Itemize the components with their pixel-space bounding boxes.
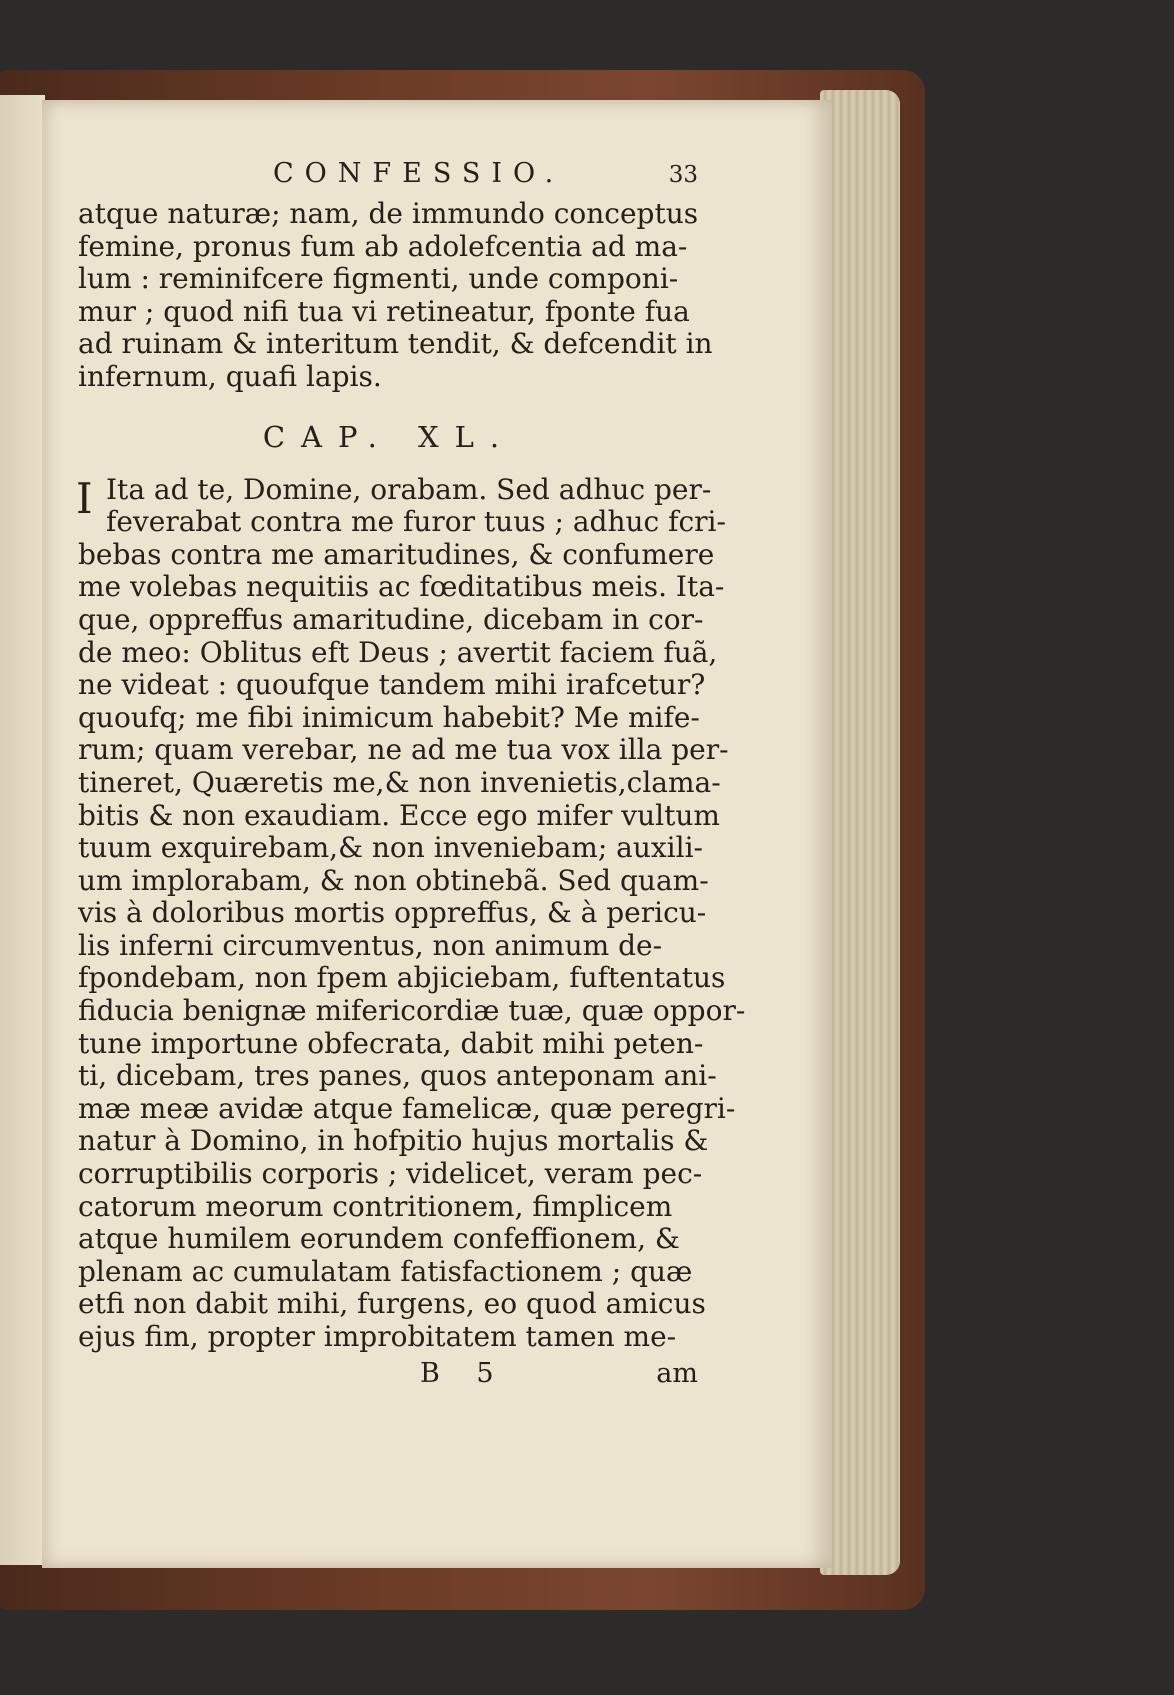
text-line: feverabat contra me furor tuus ; adhuc fcri- bbox=[106, 505, 726, 539]
paragraph-after bbox=[76, 472, 746, 1354]
left-page-edge bbox=[0, 95, 45, 1565]
text-line: fpondebam, non fpem abjiciebam, fuftentatus bbox=[78, 961, 726, 995]
text-line: ad ruinam & interitum tendit, & defcendit in bbox=[78, 327, 713, 361]
text-line: quoufq; me fibi inimicum habebit? Me mife- bbox=[78, 700, 700, 734]
text-line: fiducia benignæ mifericordiæ tuæ, quæ oppor- bbox=[78, 994, 746, 1028]
catchword: am bbox=[656, 1357, 698, 1389]
text-line: femine, pronus fum ab adolefcentia ad ma- bbox=[78, 229, 688, 263]
text-line: atque naturæ; nam, de immundo conceptus bbox=[78, 197, 699, 230]
text-line: infernum, quafi lapis. bbox=[78, 359, 382, 393]
text-line: um implorabam, & non obtinebã. Sed quam- bbox=[78, 863, 709, 897]
chapter-heading: CAP. XL. bbox=[262, 419, 516, 454]
text-line: ne videat : quoufque tandem mihi irafcetur? bbox=[78, 668, 706, 702]
text-line: tineret, Quæretis me,& non invenietis,clama- bbox=[78, 765, 721, 799]
page-number: 33 bbox=[668, 162, 698, 188]
text-line: I Ita ad te, Domine, orabam. Sed adhuc per- bbox=[76, 472, 712, 523]
text-line: ejus fim, propter improbitatem tamen me- bbox=[78, 1320, 677, 1353]
text-line: atque humilem eorundem confeffionem, & bbox=[78, 1222, 680, 1256]
paragraph-before bbox=[78, 197, 713, 394]
drop-cap: I bbox=[76, 473, 93, 523]
page-header bbox=[78, 158, 700, 198]
text-block bbox=[76, 158, 746, 1394]
text-line: rum; quam verebar, ne ad me tua vox illa per- bbox=[78, 733, 729, 767]
page-edges bbox=[820, 90, 900, 1575]
running-head: CONFESSIO. bbox=[273, 158, 565, 189]
text-line: vis à doloribus mortis oppreffus, & à pericu- bbox=[78, 896, 707, 930]
text-line: tune importune obfecrata, dabit mihi peten- bbox=[78, 1026, 704, 1060]
page-footer bbox=[78, 1358, 700, 1394]
text-line: bitis & non exaudiam. Ecce ego mifer vultum bbox=[78, 798, 720, 832]
text-line: mæ meæ avidæ atque famelicæ, quæ peregri- bbox=[78, 1091, 736, 1125]
text-line: mur ; quod nifi tua vi retineatur, fponte fua bbox=[78, 294, 690, 328]
text-line: plenam ac cumulatam fatisfactionem ; quæ bbox=[78, 1254, 693, 1288]
text-line: tuum exquirebam,& non inveniebam; auxili- bbox=[78, 831, 703, 865]
text-line: que, oppreffus amaritudine, dicebam in cor- bbox=[78, 602, 704, 636]
text-line: de meo: Oblitus eft Deus ; avertit faciem fuã, bbox=[78, 635, 718, 669]
signature-mark: B 5 bbox=[420, 1357, 508, 1389]
text-line: me volebas nequitiis ac fœditatibus meis. Ita- bbox=[78, 570, 725, 604]
text-line: bebas contra me amaritudines, & confumere bbox=[78, 537, 715, 571]
text-line: corruptibilis corporis ; videlicet, veram pec- bbox=[78, 1157, 703, 1191]
text-line: ti, dicebam, tres panes, quos anteponam ani- bbox=[78, 1059, 717, 1093]
text-line: etfi non dabit mihi, furgens, eo quod amicus bbox=[78, 1287, 706, 1321]
text-line: catorum meorum contritionem, fimplicem bbox=[78, 1189, 673, 1223]
text-line: lum : reminifcere figmenti, unde componi- bbox=[78, 262, 679, 296]
text-line: lis inferni circumventus, non animum de- bbox=[78, 928, 663, 962]
text-line: natur à Domino, in hofpitio hujus mortalis & bbox=[78, 1124, 709, 1158]
